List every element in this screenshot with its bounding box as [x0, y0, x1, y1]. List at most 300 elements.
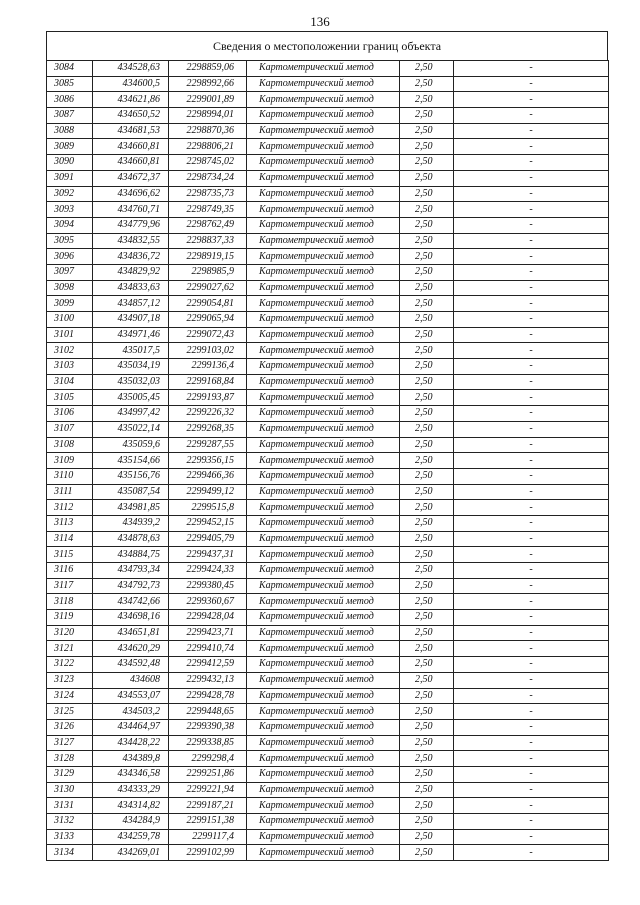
point-number-cell: 3100 — [47, 312, 93, 328]
table-row — [47, 249, 609, 265]
description-cell: - — [454, 453, 609, 469]
description-cell: - — [454, 578, 609, 594]
y-coordinate-cell: 2299412,59 — [169, 657, 247, 673]
x-coordinate-cell: 435087,54 — [93, 484, 169, 500]
x-coordinate-cell: 434681,53 — [93, 123, 169, 139]
point-number-cell: 3117 — [47, 578, 93, 594]
table-row — [47, 202, 609, 218]
y-coordinate-cell: 2299390,38 — [169, 719, 247, 735]
y-coordinate-cell: 2299448,65 — [169, 704, 247, 720]
x-coordinate-cell: 434650,52 — [93, 108, 169, 124]
table-row — [47, 343, 609, 359]
accuracy-cell: 2,50 — [400, 625, 454, 641]
description-cell: - — [454, 437, 609, 453]
x-coordinate-cell: 434651,81 — [93, 625, 169, 641]
y-coordinate-cell: 2299428,78 — [169, 688, 247, 704]
point-number-cell: 3092 — [47, 186, 93, 202]
y-coordinate-cell: 2299001,89 — [169, 92, 247, 108]
point-number-cell: 3110 — [47, 468, 93, 484]
table-row — [47, 594, 609, 610]
accuracy-cell: 2,50 — [400, 468, 454, 484]
point-number-cell: 3095 — [47, 233, 93, 249]
point-number-cell: 3090 — [47, 155, 93, 171]
method-cell: Картометрический метод — [247, 359, 400, 375]
accuracy-cell: 2,50 — [400, 312, 454, 328]
point-number-cell: 3125 — [47, 704, 93, 720]
point-number-cell: 3127 — [47, 735, 93, 751]
description-cell: - — [454, 390, 609, 406]
table-row — [47, 123, 609, 139]
table-row — [47, 500, 609, 516]
point-number-cell: 3093 — [47, 202, 93, 218]
description-cell: - — [454, 61, 609, 77]
point-number-cell: 3126 — [47, 719, 93, 735]
table-row — [47, 280, 609, 296]
x-coordinate-cell: 434779,96 — [93, 217, 169, 233]
accuracy-cell: 2,50 — [400, 735, 454, 751]
table-row — [47, 719, 609, 735]
x-coordinate-cell: 434346,58 — [93, 766, 169, 782]
method-cell: Картометрический метод — [247, 280, 400, 296]
accuracy-cell: 2,50 — [400, 641, 454, 657]
table-row — [47, 296, 609, 312]
description-cell: - — [454, 563, 609, 579]
table-row — [47, 233, 609, 249]
point-number-cell: 3111 — [47, 484, 93, 500]
accuracy-cell: 2,50 — [400, 76, 454, 92]
y-coordinate-cell: 2299437,31 — [169, 547, 247, 563]
table-row — [47, 484, 609, 500]
x-coordinate-cell: 434884,75 — [93, 547, 169, 563]
point-number-cell: 3115 — [47, 547, 93, 563]
x-coordinate-cell: 434428,22 — [93, 735, 169, 751]
accuracy-cell: 2,50 — [400, 233, 454, 249]
description-cell: - — [454, 814, 609, 830]
x-coordinate-cell: 435156,76 — [93, 468, 169, 484]
accuracy-cell: 2,50 — [400, 500, 454, 516]
description-cell: - — [454, 359, 609, 375]
y-coordinate-cell: 2299466,36 — [169, 468, 247, 484]
accuracy-cell: 2,50 — [400, 343, 454, 359]
table-row — [47, 217, 609, 233]
method-cell: Картометрический метод — [247, 343, 400, 359]
description-cell: - — [454, 515, 609, 531]
table-row — [47, 610, 609, 626]
accuracy-cell: 2,50 — [400, 139, 454, 155]
accuracy-cell: 2,50 — [400, 123, 454, 139]
point-number-cell: 3120 — [47, 625, 93, 641]
method-cell: Картометрический метод — [247, 814, 400, 830]
method-cell: Картометрический метод — [247, 578, 400, 594]
y-coordinate-cell: 2298870,36 — [169, 123, 247, 139]
accuracy-cell: 2,50 — [400, 374, 454, 390]
method-cell: Картометрический метод — [247, 217, 400, 233]
accuracy-cell: 2,50 — [400, 578, 454, 594]
accuracy-cell: 2,50 — [400, 359, 454, 375]
x-coordinate-cell: 434939,2 — [93, 515, 169, 531]
point-number-cell: 3106 — [47, 406, 93, 422]
y-coordinate-cell: 2299499,12 — [169, 484, 247, 500]
description-cell: - — [454, 233, 609, 249]
table-caption: Сведения о местоположении границ объекта — [46, 31, 608, 60]
x-coordinate-cell: 434836,72 — [93, 249, 169, 265]
table-row — [47, 814, 609, 830]
y-coordinate-cell: 2298992,66 — [169, 76, 247, 92]
description-cell: - — [454, 657, 609, 673]
accuracy-cell: 2,50 — [400, 264, 454, 280]
point-number-cell: 3088 — [47, 123, 93, 139]
description-cell: - — [454, 719, 609, 735]
y-coordinate-cell: 2299405,79 — [169, 531, 247, 547]
table-row — [47, 264, 609, 280]
table-row — [47, 657, 609, 673]
x-coordinate-cell: 434269,01 — [93, 845, 169, 861]
description-cell: - — [454, 672, 609, 688]
point-number-cell: 3121 — [47, 641, 93, 657]
y-coordinate-cell: 2299356,15 — [169, 453, 247, 469]
method-cell: Картометрический метод — [247, 453, 400, 469]
method-cell: Картометрический метод — [247, 719, 400, 735]
description-cell: - — [454, 782, 609, 798]
table-row — [47, 751, 609, 767]
accuracy-cell: 2,50 — [400, 814, 454, 830]
method-cell: Картометрический метод — [247, 531, 400, 547]
accuracy-cell: 2,50 — [400, 108, 454, 124]
page-number: 136 — [310, 14, 330, 29]
accuracy-cell: 2,50 — [400, 798, 454, 814]
method-cell: Картометрический метод — [247, 155, 400, 171]
x-coordinate-cell: 434259,78 — [93, 829, 169, 845]
x-coordinate-cell: 434660,81 — [93, 139, 169, 155]
description-cell: - — [454, 327, 609, 343]
x-coordinate-cell: 435005,45 — [93, 390, 169, 406]
x-coordinate-cell: 434981,85 — [93, 500, 169, 516]
method-cell: Картометрический метод — [247, 421, 400, 437]
table-row — [47, 327, 609, 343]
table-row — [47, 625, 609, 641]
description-cell: - — [454, 735, 609, 751]
description-cell: - — [454, 343, 609, 359]
point-number-cell: 3086 — [47, 92, 93, 108]
y-coordinate-cell: 2299027,62 — [169, 280, 247, 296]
point-number-cell: 3119 — [47, 610, 93, 626]
y-coordinate-cell: 2299065,94 — [169, 312, 247, 328]
method-cell: Картометрический метод — [247, 202, 400, 218]
boundary-points-table — [46, 60, 609, 861]
x-coordinate-cell: 434792,73 — [93, 578, 169, 594]
x-coordinate-cell: 434672,37 — [93, 170, 169, 186]
x-coordinate-cell: 435154,66 — [93, 453, 169, 469]
description-cell: - — [454, 280, 609, 296]
description-cell: - — [454, 845, 609, 861]
x-coordinate-cell: 434592,48 — [93, 657, 169, 673]
method-cell: Картометрический метод — [247, 594, 400, 610]
x-coordinate-cell: 434878,63 — [93, 531, 169, 547]
table-row — [47, 531, 609, 547]
y-coordinate-cell: 2299117,4 — [169, 829, 247, 845]
y-coordinate-cell: 2299423,71 — [169, 625, 247, 641]
boundary-table-sheet — [46, 31, 608, 861]
point-number-cell: 3131 — [47, 798, 93, 814]
description-cell: - — [454, 406, 609, 422]
method-cell: Картометрический метод — [247, 61, 400, 77]
y-coordinate-cell: 2299193,87 — [169, 390, 247, 406]
table-row — [47, 453, 609, 469]
accuracy-cell: 2,50 — [400, 453, 454, 469]
description-cell: - — [454, 155, 609, 171]
x-coordinate-cell: 434660,81 — [93, 155, 169, 171]
description-cell: - — [454, 264, 609, 280]
x-coordinate-cell: 434389,8 — [93, 751, 169, 767]
x-coordinate-cell: 434907,18 — [93, 312, 169, 328]
description-cell: - — [454, 468, 609, 484]
table-row — [47, 515, 609, 531]
point-number-cell: 3116 — [47, 563, 93, 579]
description-cell: - — [454, 76, 609, 92]
x-coordinate-cell: 434528,63 — [93, 61, 169, 77]
point-number-cell: 3109 — [47, 453, 93, 469]
accuracy-cell: 2,50 — [400, 688, 454, 704]
y-coordinate-cell: 2299187,21 — [169, 798, 247, 814]
accuracy-cell: 2,50 — [400, 249, 454, 265]
y-coordinate-cell: 2299226,32 — [169, 406, 247, 422]
y-coordinate-cell: 2299298,4 — [169, 751, 247, 767]
y-coordinate-cell: 2299515,8 — [169, 500, 247, 516]
x-coordinate-cell: 435022,14 — [93, 421, 169, 437]
description-cell: - — [454, 170, 609, 186]
y-coordinate-cell: 2299410,74 — [169, 641, 247, 657]
point-number-cell: 3085 — [47, 76, 93, 92]
accuracy-cell: 2,50 — [400, 704, 454, 720]
description-cell: - — [454, 217, 609, 233]
accuracy-cell: 2,50 — [400, 751, 454, 767]
x-coordinate-cell: 434621,86 — [93, 92, 169, 108]
point-number-cell: 3108 — [47, 437, 93, 453]
table-row — [47, 688, 609, 704]
x-coordinate-cell: 434503,2 — [93, 704, 169, 720]
y-coordinate-cell: 2298837,33 — [169, 233, 247, 249]
point-number-cell: 3107 — [47, 421, 93, 437]
y-coordinate-cell: 2298762,49 — [169, 217, 247, 233]
method-cell: Картометрический метод — [247, 437, 400, 453]
accuracy-cell: 2,50 — [400, 155, 454, 171]
point-number-cell: 3098 — [47, 280, 93, 296]
table-row — [47, 359, 609, 375]
point-number-cell: 3113 — [47, 515, 93, 531]
description-cell: - — [454, 421, 609, 437]
method-cell: Картометрический метод — [247, 92, 400, 108]
y-coordinate-cell: 2299452,15 — [169, 515, 247, 531]
method-cell: Картометрический метод — [247, 249, 400, 265]
y-coordinate-cell: 2298919,15 — [169, 249, 247, 265]
x-coordinate-cell: 434971,46 — [93, 327, 169, 343]
description-cell: - — [454, 547, 609, 563]
accuracy-cell: 2,50 — [400, 782, 454, 798]
table-row — [47, 704, 609, 720]
table-row — [47, 782, 609, 798]
method-cell: Картометрический метод — [247, 798, 400, 814]
method-cell: Картометрический метод — [247, 76, 400, 92]
description-cell: - — [454, 610, 609, 626]
description-cell: - — [454, 531, 609, 547]
point-number-cell: 3130 — [47, 782, 93, 798]
method-cell: Картометрический метод — [247, 829, 400, 845]
x-coordinate-cell: 434997,42 — [93, 406, 169, 422]
accuracy-cell: 2,50 — [400, 657, 454, 673]
table-row — [47, 374, 609, 390]
accuracy-cell: 2,50 — [400, 829, 454, 845]
method-cell: Картометрический метод — [247, 123, 400, 139]
accuracy-cell: 2,50 — [400, 594, 454, 610]
point-number-cell: 3132 — [47, 814, 93, 830]
accuracy-cell: 2,50 — [400, 719, 454, 735]
method-cell: Картометрический метод — [247, 296, 400, 312]
y-coordinate-cell: 2298735,73 — [169, 186, 247, 202]
point-number-cell: 3094 — [47, 217, 93, 233]
table-row — [47, 421, 609, 437]
table-row — [47, 390, 609, 406]
table-row — [47, 170, 609, 186]
x-coordinate-cell: 434600,5 — [93, 76, 169, 92]
x-coordinate-cell: 434696,62 — [93, 186, 169, 202]
point-number-cell: 3101 — [47, 327, 93, 343]
point-number-cell: 3134 — [47, 845, 93, 861]
method-cell: Картометрический метод — [247, 766, 400, 782]
method-cell: Картометрический метод — [247, 563, 400, 579]
accuracy-cell: 2,50 — [400, 92, 454, 108]
method-cell: Картометрический метод — [247, 264, 400, 280]
method-cell: Картометрический метод — [247, 406, 400, 422]
point-number-cell: 3114 — [47, 531, 93, 547]
point-number-cell: 3099 — [47, 296, 93, 312]
x-coordinate-cell: 434742,66 — [93, 594, 169, 610]
point-number-cell: 3097 — [47, 264, 93, 280]
description-cell: - — [454, 766, 609, 782]
description-cell: - — [454, 123, 609, 139]
point-number-cell: 3128 — [47, 751, 93, 767]
description-cell: - — [454, 641, 609, 657]
accuracy-cell: 2,50 — [400, 515, 454, 531]
x-coordinate-cell: 434832,55 — [93, 233, 169, 249]
accuracy-cell: 2,50 — [400, 61, 454, 77]
table-row — [47, 406, 609, 422]
method-cell: Картометрический метод — [247, 139, 400, 155]
table-row — [47, 186, 609, 202]
x-coordinate-cell: 435034,19 — [93, 359, 169, 375]
point-number-cell: 3112 — [47, 500, 93, 516]
accuracy-cell: 2,50 — [400, 766, 454, 782]
y-coordinate-cell: 2298745,02 — [169, 155, 247, 171]
description-cell: - — [454, 202, 609, 218]
x-coordinate-cell: 434833,63 — [93, 280, 169, 296]
accuracy-cell: 2,50 — [400, 202, 454, 218]
point-number-cell: 3104 — [47, 374, 93, 390]
point-number-cell: 3091 — [47, 170, 93, 186]
accuracy-cell: 2,50 — [400, 217, 454, 233]
x-coordinate-cell: 434333,29 — [93, 782, 169, 798]
x-coordinate-cell: 434608 — [93, 672, 169, 688]
y-coordinate-cell: 2299428,04 — [169, 610, 247, 626]
accuracy-cell: 2,50 — [400, 672, 454, 688]
y-coordinate-cell: 2299268,35 — [169, 421, 247, 437]
y-coordinate-cell: 2299338,85 — [169, 735, 247, 751]
description-cell: - — [454, 249, 609, 265]
description-cell: - — [454, 312, 609, 328]
description-cell: - — [454, 625, 609, 641]
x-coordinate-cell: 434620,29 — [93, 641, 169, 657]
method-cell: Картометрический метод — [247, 108, 400, 124]
method-cell: Картометрический метод — [247, 170, 400, 186]
accuracy-cell: 2,50 — [400, 437, 454, 453]
x-coordinate-cell: 434284,9 — [93, 814, 169, 830]
method-cell: Картометрический метод — [247, 751, 400, 767]
description-cell: - — [454, 484, 609, 500]
point-number-cell: 3096 — [47, 249, 93, 265]
accuracy-cell: 2,50 — [400, 484, 454, 500]
table-row — [47, 61, 609, 77]
y-coordinate-cell: 2299168,84 — [169, 374, 247, 390]
x-coordinate-cell: 434553,07 — [93, 688, 169, 704]
x-coordinate-cell: 435059,6 — [93, 437, 169, 453]
method-cell: Картометрический метод — [247, 782, 400, 798]
method-cell: Картометрический метод — [247, 610, 400, 626]
table-row — [47, 563, 609, 579]
description-cell: - — [454, 186, 609, 202]
y-coordinate-cell: 2299103,02 — [169, 343, 247, 359]
description-cell: - — [454, 594, 609, 610]
accuracy-cell: 2,50 — [400, 421, 454, 437]
table-row — [47, 139, 609, 155]
y-coordinate-cell: 2299287,55 — [169, 437, 247, 453]
y-coordinate-cell: 2298806,21 — [169, 139, 247, 155]
y-coordinate-cell: 2299380,45 — [169, 578, 247, 594]
x-coordinate-cell: 434760,71 — [93, 202, 169, 218]
table-row — [47, 312, 609, 328]
point-number-cell: 3105 — [47, 390, 93, 406]
y-coordinate-cell: 2299151,38 — [169, 814, 247, 830]
table-row — [47, 735, 609, 751]
accuracy-cell: 2,50 — [400, 610, 454, 626]
y-coordinate-cell: 2299221,94 — [169, 782, 247, 798]
accuracy-cell: 2,50 — [400, 563, 454, 579]
y-coordinate-cell: 2298994,01 — [169, 108, 247, 124]
point-number-cell: 3133 — [47, 829, 93, 845]
accuracy-cell: 2,50 — [400, 845, 454, 861]
point-number-cell: 3122 — [47, 657, 93, 673]
table-row — [47, 468, 609, 484]
method-cell: Картометрический метод — [247, 327, 400, 343]
table-row — [47, 155, 609, 171]
accuracy-cell: 2,50 — [400, 170, 454, 186]
table-row — [47, 845, 609, 861]
description-cell: - — [454, 92, 609, 108]
description-cell: - — [454, 688, 609, 704]
method-cell: Картометрический метод — [247, 625, 400, 641]
accuracy-cell: 2,50 — [400, 280, 454, 296]
table-row — [47, 578, 609, 594]
y-coordinate-cell: 2299054,81 — [169, 296, 247, 312]
method-cell: Картометрический метод — [247, 186, 400, 202]
accuracy-cell: 2,50 — [400, 531, 454, 547]
table-body — [47, 61, 609, 861]
point-number-cell: 3084 — [47, 61, 93, 77]
point-number-cell: 3087 — [47, 108, 93, 124]
point-number-cell: 3129 — [47, 766, 93, 782]
method-cell: Картометрический метод — [247, 390, 400, 406]
x-coordinate-cell: 434464,97 — [93, 719, 169, 735]
method-cell: Картометрический метод — [247, 641, 400, 657]
table-row — [47, 829, 609, 845]
